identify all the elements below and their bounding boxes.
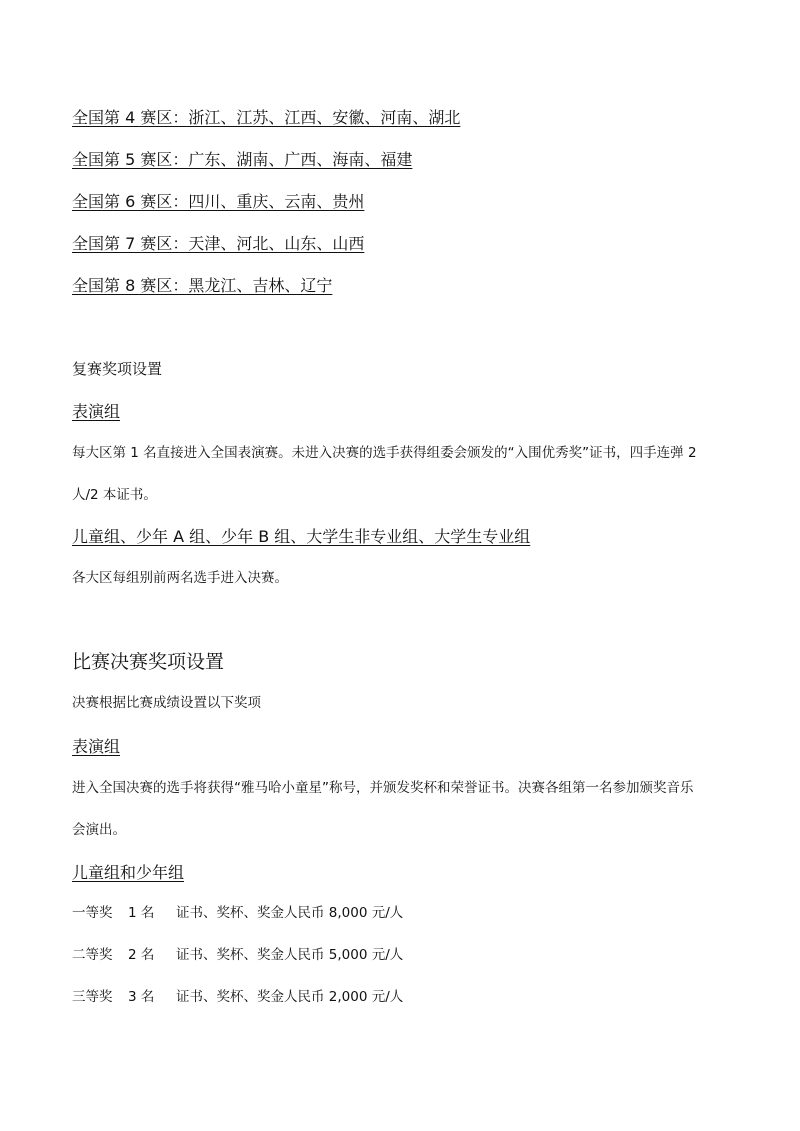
- semifinal-other-groups-heading: 儿童组、少年 A 组、少年 B 组、大学生非专业组、大学生专业组: [72, 527, 531, 546]
- prize-count: 1 名: [128, 905, 155, 921]
- prize-row-third: [72, 989, 403, 1005]
- semifinal-performance-heading: 表演组: [72, 402, 121, 421]
- final-title: 比赛决赛奖项设置: [72, 651, 225, 673]
- region-line-4: 全国第 4 赛区：浙江、江苏、江西、安徽、河南、湖北: [72, 108, 461, 127]
- final-performance-text-line2: 会演出。: [72, 822, 126, 838]
- region-line-6: 全国第 6 赛区：四川、重庆、云南、贵州: [72, 192, 365, 211]
- prize-award: 证书、奖杯、奖金人民币 5,000 元/人: [176, 947, 404, 963]
- region-line-8: 全国第 8 赛区：黑龙江、吉林、辽宁: [72, 276, 333, 295]
- region-line-5: 全国第 5 赛区：广东、湖南、广西、海南、福建: [72, 150, 413, 169]
- semifinal-other-groups-text: 各大区每组别前两名选手进入决赛。: [72, 570, 288, 586]
- prize-count: 2 名: [128, 947, 155, 963]
- semifinal-performance-text-line2: 人/2 本证书。: [72, 487, 157, 503]
- final-performance-text-line1: 进入全国决赛的选手将获得“雅马哈小童星”称号，并颁发奖杯和荣誉证书。决赛各组第一名参加颁奖音乐: [72, 780, 694, 796]
- prize-row-first: [72, 905, 403, 921]
- final-intro: 决赛根据比赛成绩设置以下奖项: [72, 695, 261, 711]
- prize-name: 三等奖: [72, 989, 113, 1005]
- prize-count: 3 名: [128, 989, 155, 1005]
- prize-row-second: [72, 947, 403, 963]
- final-performance-heading: 表演组: [72, 737, 121, 756]
- prize-name: 二等奖: [72, 947, 113, 963]
- final-youth-heading: 儿童组和少年组: [72, 863, 185, 882]
- semifinal-title: 复赛奖项设置: [72, 360, 163, 378]
- region-line-7: 全国第 7 赛区：天津、河北、山东、山西: [72, 234, 365, 253]
- prize-award: 证书、奖杯、奖金人民币 2,000 元/人: [176, 989, 404, 1005]
- semifinal-performance-text-line1: 每大区第 1 名直接进入全国表演赛。未进入决赛的选手获得组委会颁发的“入围优秀奖”证书，四手连弹 2: [72, 445, 697, 461]
- prize-name: 一等奖: [72, 905, 113, 921]
- prize-award: 证书、奖杯、奖金人民币 8,000 元/人: [176, 905, 404, 921]
